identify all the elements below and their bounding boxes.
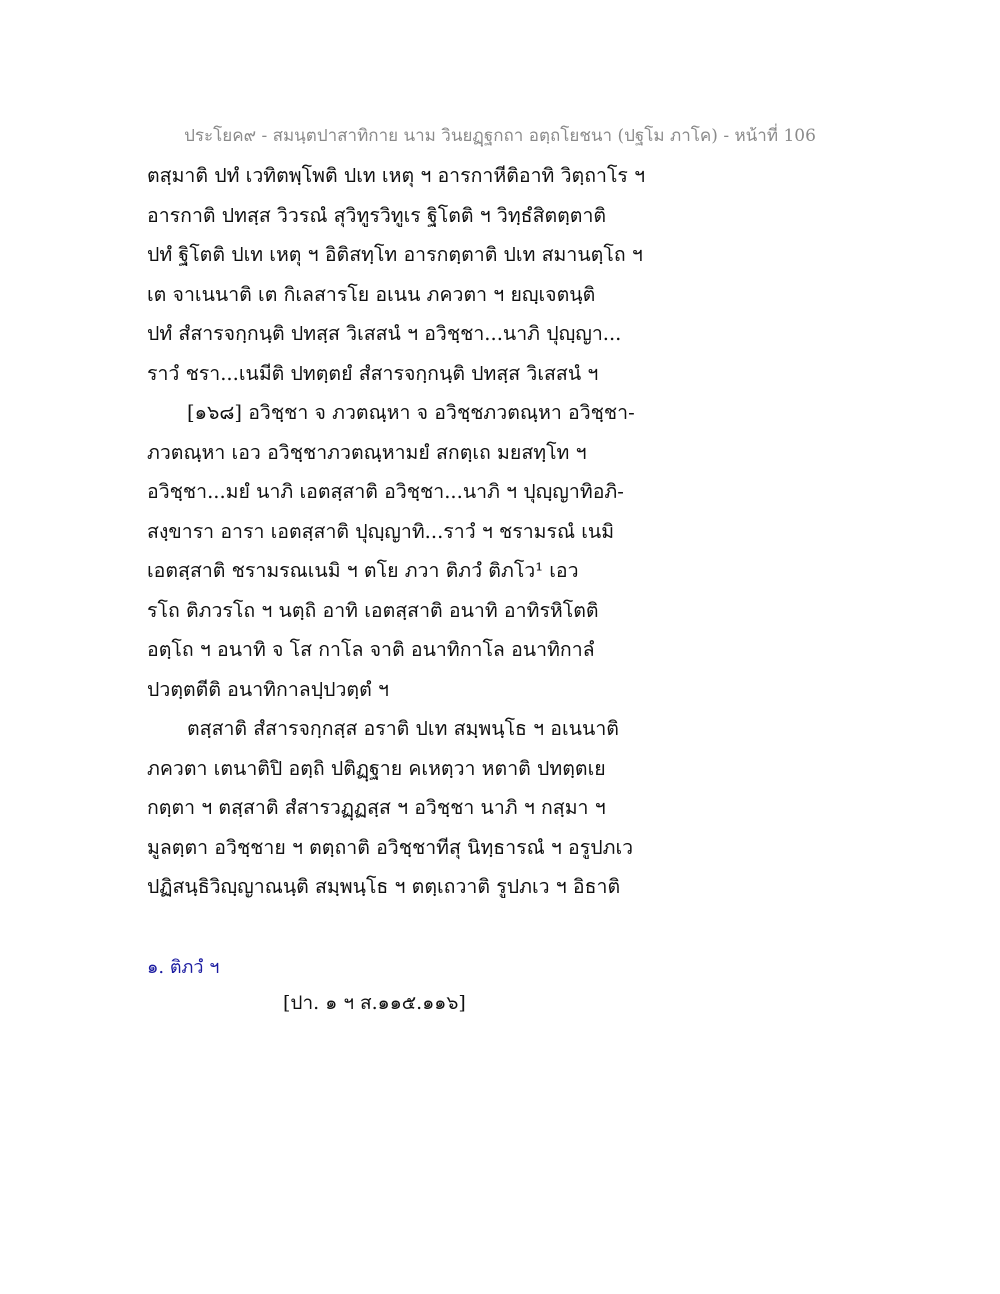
- body-line: ปทํ สํสารจกฺกนฺติ ปทสฺส วิเสสนํ ฯ อวิชฺชา...นาภิ ปุญฺญา...: [147, 322, 622, 345]
- body-line: รโถ ติภวรโถ ฯ นตฺถิ อาทิ เอตสฺสาติ อนาทิ อาทิรหิโตติ: [147, 598, 599, 622]
- body-line: ภควตา เตนาติปิ อตฺถิ ปติฏฺฐาย คเหตฺวา หตาติ ปทตฺตเย: [147, 756, 606, 780]
- running-header: ประโยค๙ - สมนฺตปาสาทิกาย นาม วินยฏฺฐกถา อตฺถโยชนา (ปฐโม ภาโค) - หน้าที่ 106: [184, 126, 816, 146]
- body-line: [๑๖๘] อวิชฺชา จ ภวตณฺหา จ อวิชฺชภวตณฺหา อวิชฺชา-: [187, 401, 635, 424]
- body-line: เอตสฺสาติ ชรามรณเนมิ ฯ ตโย ภวา ติภวํ ติภโว¹ เอว: [147, 559, 579, 582]
- body-line: สงฺขารา อารา เอตสฺสาติ ปุญฺญาทิ...ราวํ ฯ ชรามรณํ เนมิ: [147, 519, 615, 543]
- footnote[interactable]: ๑. ติภวํ ฯ: [147, 957, 220, 978]
- body-line: ปวตฺตตีติ อนาทิกาลปฺปวตฺตํ ฯ: [147, 677, 389, 701]
- body-line: มูลตฺตา อวิชฺชาย ฯ ตตฺถาติ อวิชฺชาทีสุ นิทฺธารณํ ฯ อรูปภเว: [147, 835, 634, 859]
- body-line: เต จาเนนาติ เต กิเลสารโย อเนน ภควตา ฯ ยญฺเจตนฺติ: [147, 282, 596, 306]
- body-line: ปทํ ฐิโตติ ปเท เหตุ ฯ อิติสทฺโท อารกตฺตาติ ปเท สมานตฺโถ ฯ: [147, 243, 643, 266]
- body-line: กตฺตา ฯ ตสฺสาติ สํสารวฏฺฏสฺส ฯ อวิชฺชา นาภิ ฯ กสฺมา ฯ: [147, 796, 606, 819]
- body-line: อตฺโถ ฯ อนาทิ จ โส กาโล จาติ อนาทิกาโล อนาทิกาลํ: [147, 638, 595, 661]
- page-reference: [ปา. ๑ ฯ ส.๑๑๕.๑๑๖]: [283, 992, 466, 1014]
- body-line: ตสฺมาติ ปทํ เวทิตพฺโพติ ปเท เหตุ ฯ อารกาหีติอาทิ วิตฺถาโร ฯ: [147, 164, 646, 187]
- body-line: อวิชฺชา...มยํ นาภิ เอตสฺสาติ อวิชฺชา...นาภิ ฯ ปุญฺญาทิอภิ-: [147, 480, 624, 503]
- body-line: ภวตณฺหา เอว อวิชฺชาภวตณฺหามยํ สกตฺเถ มยสทฺโท ฯ: [147, 440, 587, 464]
- body-text: [147, 156, 867, 907]
- body-line: ปฏิสนฺธิวิญฺญาณนฺติ สมฺพนฺโธ ฯ ตตฺเถวาติ รูปภเว ฯ อิธาติ: [147, 875, 621, 898]
- body-line: ราวํ ชรา...เนมีติ ปทตฺตยํ สํสารจกฺกนฺติ ปทสฺส วิเสสนํ ฯ: [147, 361, 599, 385]
- body-line: อารกาติ ปทสฺส วิวรณํ สุวิทูรวิทูเร ฐิโตติ ฯ วิทฺธํสิตตฺตาติ: [147, 203, 607, 227]
- body-line: ตสฺสาติ สํสารจกฺกสฺส อราติ ปเท สมฺพนฺโธ ฯ อเนนาติ: [187, 717, 619, 740]
